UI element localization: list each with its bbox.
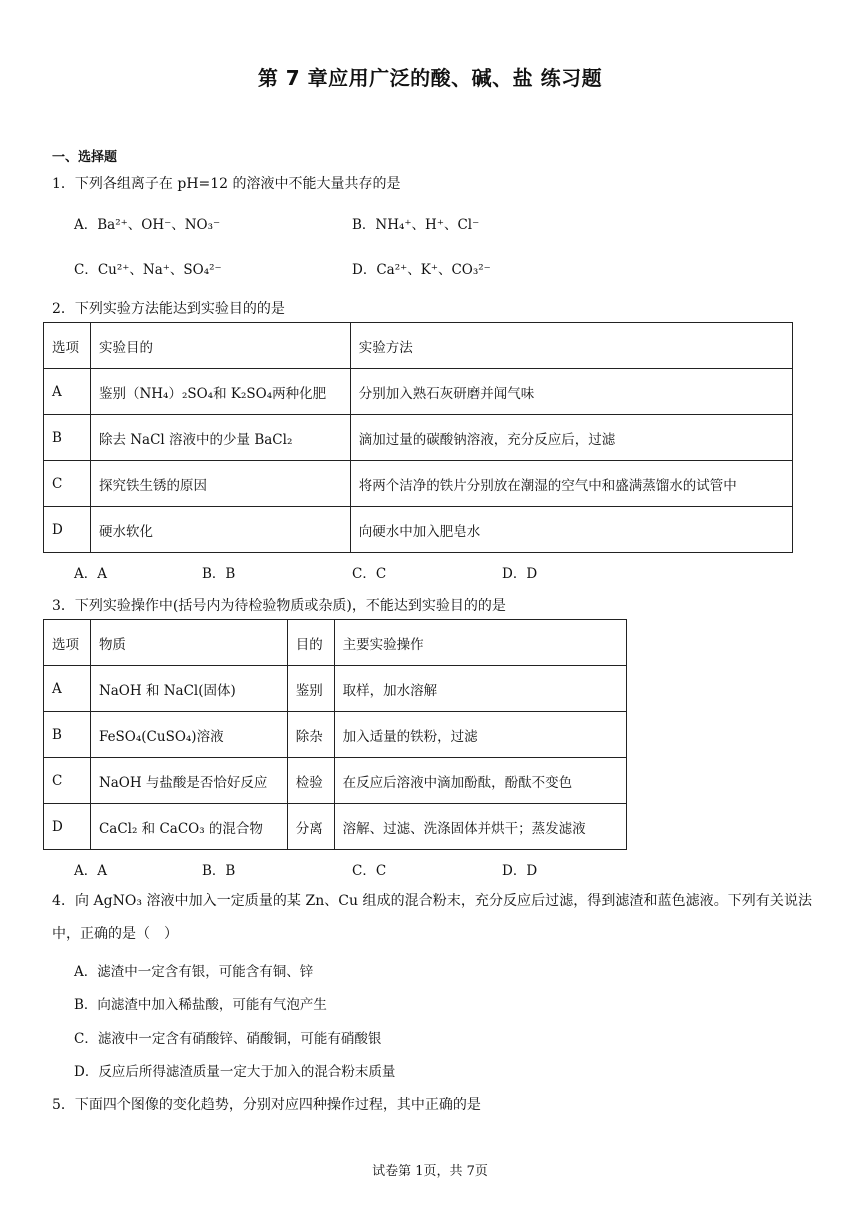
table-cell: 探究铁生锈的原因 bbox=[90, 461, 350, 507]
table-cell: D bbox=[44, 804, 91, 850]
table-cell: A bbox=[44, 369, 91, 415]
table-cell: 溶解、过滤、洗涤固体并烘干；蒸发滤液 bbox=[334, 804, 626, 850]
table-header-cell: 目的 bbox=[287, 620, 334, 666]
question-3-answer-a: A．A bbox=[74, 863, 107, 879]
table-cell: CaCl₂ 和 CaCO₃ 的混合物 bbox=[90, 804, 287, 850]
table-row bbox=[44, 758, 627, 804]
question-4-option-c: C．滤液中一定含有硝酸锌、硝酸铜，可能有硝酸银 bbox=[74, 1031, 382, 1047]
section-heading: 一、选择题 bbox=[52, 150, 118, 165]
question-2-stem: 2．下列实验方法能达到实验目的的是 bbox=[52, 301, 285, 317]
table-cell: 检验 bbox=[287, 758, 334, 804]
question-4-option-b: B．向滤渣中加入稀盐酸，可能有气泡产生 bbox=[74, 997, 327, 1013]
table-row bbox=[44, 804, 627, 850]
question-2-answer-c: C．C bbox=[352, 566, 387, 582]
table-row bbox=[44, 666, 627, 712]
question-2-table bbox=[43, 322, 793, 553]
table-cell: 取样，加水溶解 bbox=[334, 666, 626, 712]
table-cell: FeSO₄(CuSO₄)溶液 bbox=[90, 712, 287, 758]
table-header-cell: 选项 bbox=[44, 323, 91, 369]
table-cell: 分离 bbox=[287, 804, 334, 850]
question-1-option-c bbox=[74, 258, 222, 278]
table-header-cell: 实验方法 bbox=[350, 323, 792, 369]
table-cell: 除去 NaCl 溶液中的少量 BaCl₂ bbox=[90, 415, 350, 461]
option-label: B． bbox=[352, 217, 376, 233]
question-4-option-d: D．反应后所得滤渣质量一定大于加入的混合粉末质量 bbox=[74, 1064, 396, 1080]
question-1-option-d bbox=[352, 258, 491, 278]
option-text: Ba²⁺、OH⁻、NO₃⁻ bbox=[97, 217, 221, 233]
table-cell: D bbox=[44, 507, 91, 553]
table-cell: 除杂 bbox=[287, 712, 334, 758]
table-cell: C bbox=[44, 461, 91, 507]
table-cell: 加入适量的铁粉，过滤 bbox=[334, 712, 626, 758]
question-2-answer-a: A．A bbox=[74, 566, 107, 582]
table-cell: C bbox=[44, 758, 91, 804]
question-4-option-a: A．滤渣中一定含有银，可能含有铜、锌 bbox=[74, 964, 314, 980]
table-header-cell: 选项 bbox=[44, 620, 91, 666]
question-5-stem: 5．下面四个图像的变化趋势，分别对应四种操作过程，其中正确的是 bbox=[52, 1097, 481, 1113]
table-cell: 分别加入熟石灰研磨并闻气味 bbox=[350, 369, 792, 415]
option-label: C． bbox=[74, 262, 98, 278]
table-header-cell: 物质 bbox=[90, 620, 287, 666]
question-3-answer-d: D．D bbox=[502, 863, 538, 879]
table-cell: NaOH 和 NaCl(固体) bbox=[90, 666, 287, 712]
table-header-cell: 实验目的 bbox=[90, 323, 350, 369]
table-header-cell: 主要实验操作 bbox=[334, 620, 626, 666]
table-cell: 在反应后溶液中滴加酚酞，酚酞不变色 bbox=[334, 758, 626, 804]
table-cell: NaOH 与盐酸是否恰好反应 bbox=[90, 758, 287, 804]
table-cell: 将两个洁净的铁片分别放在潮湿的空气中和盛满蒸馏水的试管中 bbox=[350, 461, 792, 507]
page-footer: 试卷第 1页，共 7页 bbox=[372, 1164, 488, 1179]
table-cell: A bbox=[44, 666, 91, 712]
table-row bbox=[44, 461, 793, 507]
table-cell: 鉴别（NH₄）₂SO₄和 K₂SO₄两种化肥 bbox=[90, 369, 350, 415]
table-row bbox=[44, 507, 793, 553]
table-cell: 滴加过量的碳酸钠溶液，充分反应后，过滤 bbox=[350, 415, 792, 461]
question-2-answer-d: D．D bbox=[502, 566, 538, 582]
table-header-row bbox=[44, 323, 793, 369]
question-3-answer-c: C．C bbox=[352, 863, 387, 879]
table-cell: 向硬水中加入肥皂水 bbox=[350, 507, 792, 553]
question-4-stem: 4．向 AgNO₃ 溶液中加入一定质量的某 Zn、Cu 组成的混合粉末，充分反应后过滤，得到滤渣和蓝色滤液。下列有关说法中，正确的是（ ） bbox=[52, 893, 812, 942]
table-cell: B bbox=[44, 712, 91, 758]
table-cell: 硬水软化 bbox=[90, 507, 350, 553]
question-1-option-b bbox=[352, 213, 479, 233]
option-label: A． bbox=[74, 217, 98, 233]
option-text: Ca²⁺、K⁺、CO₃²⁻ bbox=[376, 262, 491, 278]
option-label: D． bbox=[352, 262, 377, 278]
table-cell: B bbox=[44, 415, 91, 461]
option-text: NH₄⁺、H⁺、Cl⁻ bbox=[375, 217, 480, 233]
table-row bbox=[44, 712, 627, 758]
table-row bbox=[44, 369, 793, 415]
question-3-stem: 3．下列实验操作中(括号内为待检验物质或杂质)，不能达到实验目的的是 bbox=[52, 598, 506, 614]
table-cell: 鉴别 bbox=[287, 666, 334, 712]
option-text: Cu²⁺、Na⁺、SO₄²⁻ bbox=[97, 262, 222, 278]
table-row bbox=[44, 415, 793, 461]
table-header-row bbox=[44, 620, 627, 666]
page-title: 第 7 章应用广泛的酸、碱、盐 练习题 bbox=[257, 66, 603, 90]
question-3-table bbox=[43, 619, 627, 850]
question-2-answer-b: B．B bbox=[202, 566, 236, 582]
question-3-answer-b: B．B bbox=[202, 863, 236, 879]
question-1-stem: 1．下列各组离子在 pH=12 的溶液中不能大量共存的是 bbox=[52, 176, 401, 192]
question-1-option-a bbox=[74, 213, 220, 233]
